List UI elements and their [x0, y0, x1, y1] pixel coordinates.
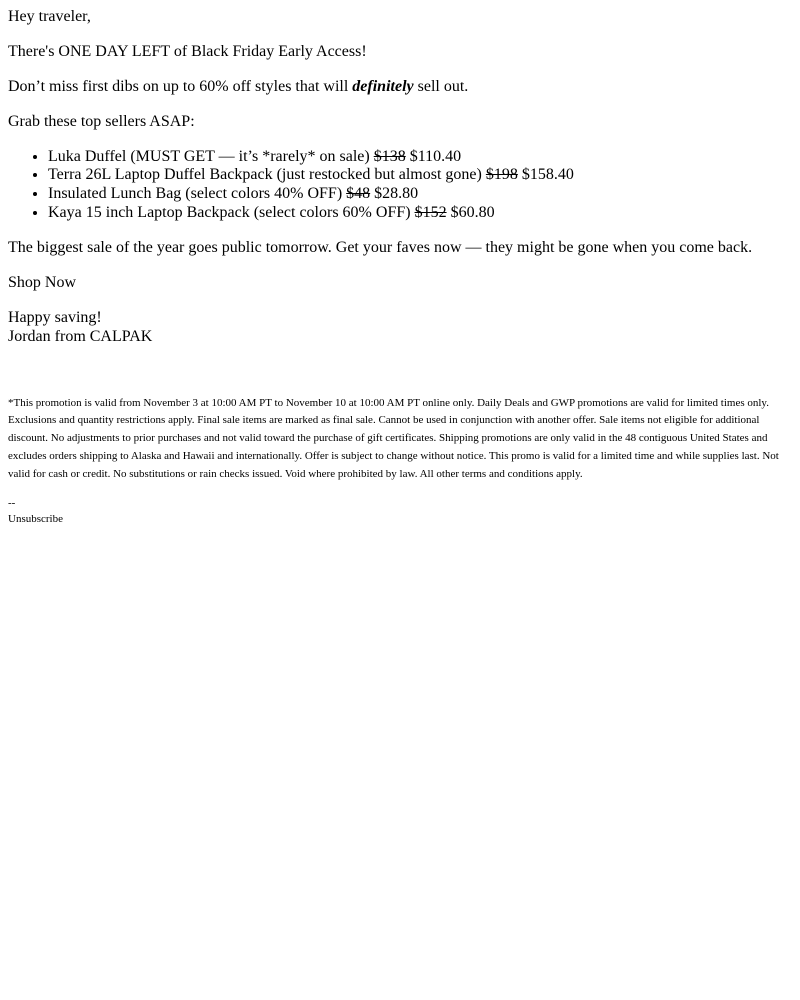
product-sale-price: $158.40: [521, 166, 574, 184]
product-name: Terra 26L Laptop Duffel Backpack (just restocked but almost gone): [48, 166, 482, 184]
product-original-price: $48: [346, 185, 371, 203]
urgency-text: The biggest sale of the year goes public tomorrow. Get your faves now — they might be gone when you come back.: [8, 239, 753, 256]
product-original-price: $198: [485, 166, 518, 184]
list-item: [48, 166, 792, 185]
product-list: [8, 148, 792, 224]
greeting-text: Hey traveler,: [8, 8, 91, 25]
unsubscribe-row[interactable]: [8, 511, 792, 528]
subheadline-after: sell out.: [413, 77, 469, 95]
product-sale-price: $28.80: [374, 185, 419, 203]
subheadline-text: [8, 78, 792, 97]
product-original-price: $152: [414, 204, 447, 222]
product-name: Luka Duffel (MUST GET — it’s *rarely* on sale): [48, 147, 370, 165]
subheadline-before: Don’t miss first dibs on up to 60% off styles that will: [8, 77, 353, 95]
product-original-price: $138: [373, 147, 406, 165]
list-item: [48, 204, 792, 223]
list-item: [48, 148, 792, 167]
shop-now-link[interactable]: Shop Now: [8, 273, 77, 291]
footer-separator: --: [8, 496, 16, 509]
subheadline-emphasis: definitely: [352, 77, 414, 95]
spacer: [8, 363, 792, 379]
shop-now-cta[interactable]: [8, 274, 792, 293]
signature-block: [8, 309, 792, 347]
product-name: Kaya 15 inch Laptop Backpack (select colors 60% OFF): [48, 204, 411, 222]
product-list-intro: Grab these top sellers ASAP:: [8, 112, 195, 130]
product-sale-price: $60.80: [450, 204, 495, 222]
list-item: [48, 185, 792, 204]
unsubscribe-link[interactable]: Unsubscribe: [8, 513, 63, 526]
fine-print-disclaimer: *This promotion is valid from November 3 at 10:00 AM PT to November 10 at 10:00 AM PT online only. Daily Deals and GWP promotions are valid for limited times only. Exclusions and quantity restrictions apply. Final sale items are marked as final sale. Cannot be used in conjunction with another offer. Sale items not eligible for additional discount. No adjustments to prior purchases and not valid toward the purchase of gift certificates. Shipping promotions are only valid in the 48 contiguous United States and excludes orders shipping to Alaska and Hawaii and internationally. Offer is subject to change without notice. This promo is valid for a limited time and while supplies last. Not valid for cash or credit. No substitutions or rain checks issued. Void where prohibited by law. All other terms and conditions apply.: [8, 396, 779, 480]
headline-text: There's ONE DAY LEFT of Black Friday Early Access!: [8, 42, 367, 60]
sender-name: Jordan from CALPAK: [8, 327, 153, 345]
signoff-text: Happy saving!: [8, 308, 102, 326]
product-sale-price: $110.40: [409, 147, 462, 165]
product-name: Insulated Lunch Bag (select colors 40% OFF): [48, 185, 343, 203]
